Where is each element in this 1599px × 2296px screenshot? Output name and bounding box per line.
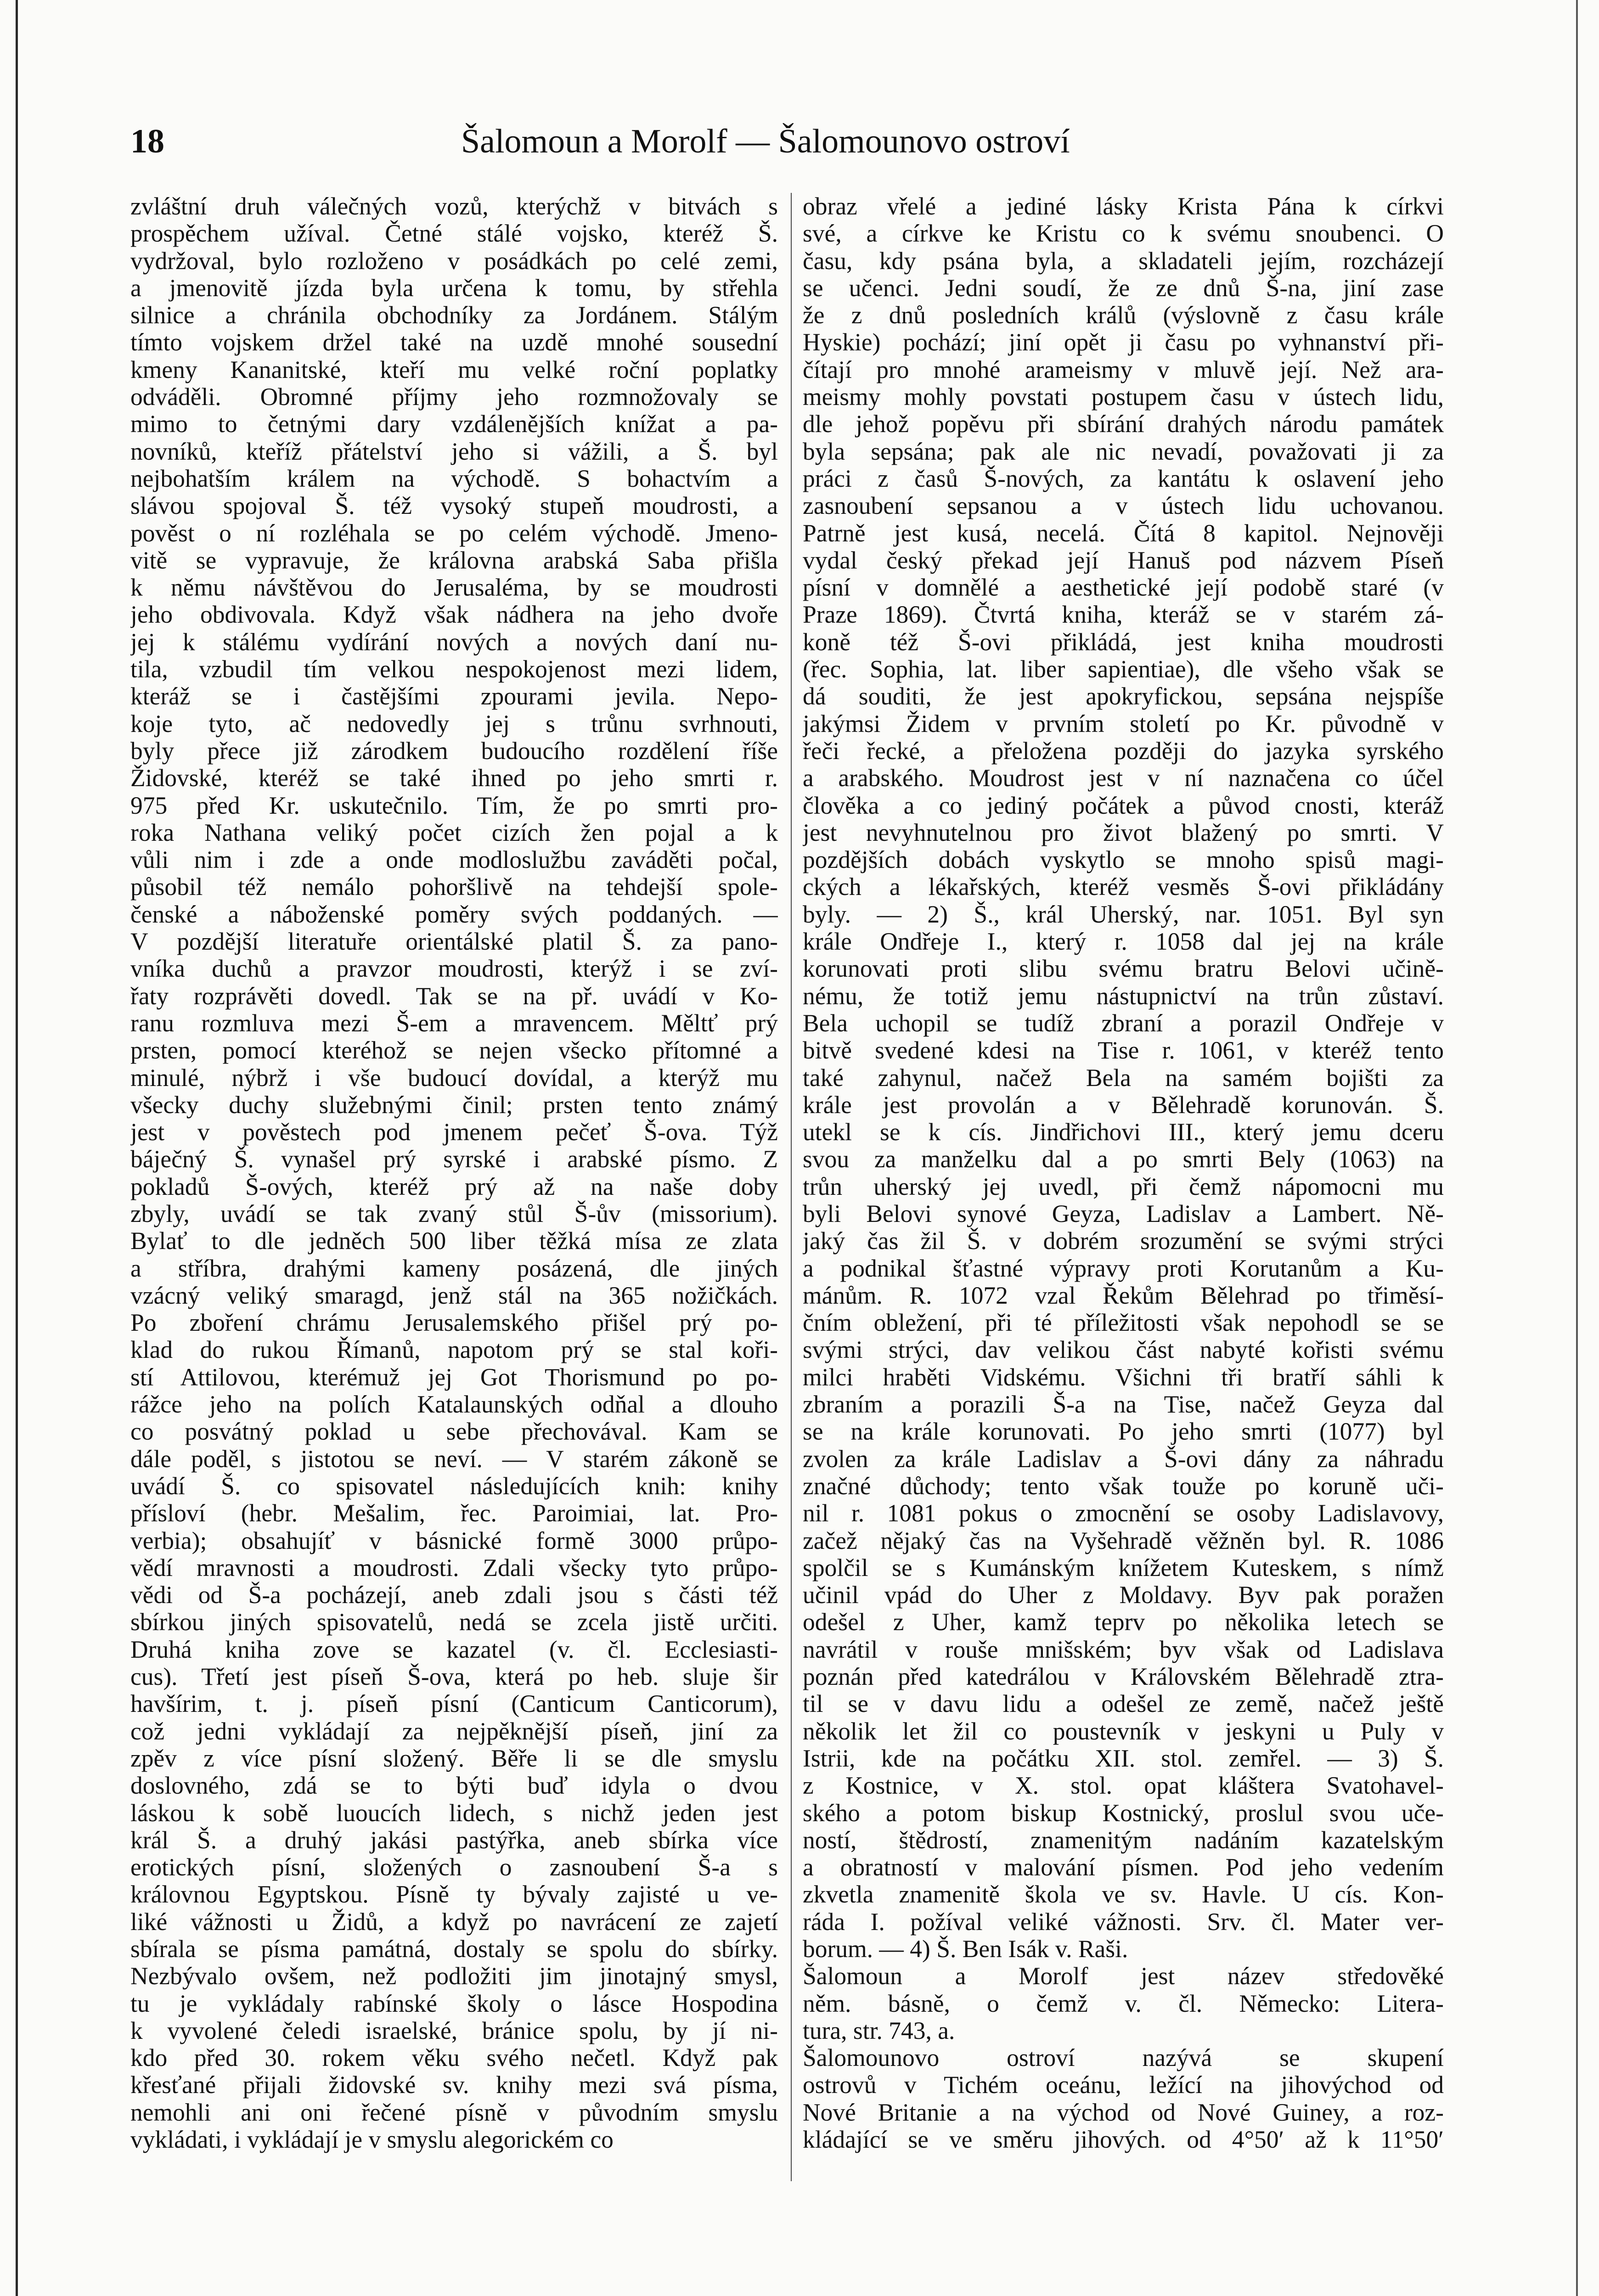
text-line: Šalomounovo ostroví nazývá se skupení <box>803 2044 1444 2072</box>
text-line: mimo to četnými dary vzdálenějších knížat a pa- <box>130 411 778 438</box>
text-line: Šalomoun a Morolf jest název středověké <box>803 1963 1444 1990</box>
text-line: čním obležení, při té příležitosti však nepohodl se se <box>803 1309 1444 1337</box>
text-line: kmeny Kananitské, kteří mu velké roční poplatky <box>130 356 778 383</box>
text-line: zvolen za krále Ladislav a Š-ovi dány za náhradu <box>803 1445 1444 1473</box>
text-line: trůn uherský jej uvedl, při čemž nápomocni mu <box>803 1173 1444 1200</box>
text-line: Židovské, kteréž se také ihned po jeho smrti r. <box>130 765 778 792</box>
text-line: vědí mravnosti a moudrosti. Zdali všecky tyto průpo- <box>130 1554 778 1581</box>
text-line: práci z časů Š-nových, za kantátu k oslavení jeho <box>803 465 1444 492</box>
text-line: mánům. R. 1072 vzal Řekům Bělehrad po třiměsí- <box>803 1282 1444 1309</box>
text-line: bitvě svedené kdesi na Tise r. 1061, v kteréž tento <box>803 1037 1444 1064</box>
text-line: jest v pověstech pod jmenem pečeť Š-ova. Týž <box>130 1119 778 1146</box>
text-line: zbyly, uvádí se tak zvaný stůl Š-ův (missorium). <box>130 1200 778 1227</box>
text-line: poznán před katedrálou v Královském Bělehradě ztra- <box>803 1663 1444 1691</box>
text-line: ostrovů v Tichém oceánu, ležící na jihovýchod od <box>803 2071 1444 2099</box>
text-line: milci hraběti Vidskému. Všichni tři bratří sáhli k <box>803 1363 1444 1391</box>
text-line: tímto vojskem držel také na uzdě mnohé sousední <box>130 329 778 356</box>
text-line: zasnoubení sepsanou a v ústech lidu uchovanou. <box>803 492 1444 520</box>
text-line: ranu rozmluva mezi Š-em a mravencem. Měltť prý <box>130 1009 778 1037</box>
text-line: meismy mohly povstati postupem času v ústech lidu, <box>803 383 1444 411</box>
text-line: obraz vřelé a jediné lásky Krista Pána k církvi <box>803 193 1444 220</box>
text-line: působil též nemálo pohoršlivě na tehdejší spole- <box>130 873 778 901</box>
text-line: pozdějších dobách vyskytlo se mnoho spisů magi- <box>803 846 1444 874</box>
text-line: nil r. 1081 pokus o zmocnění se osoby Ladislavovy, <box>803 1500 1444 1527</box>
text-line: značné důchody; tento však touže po koruně uči- <box>803 1472 1444 1500</box>
text-line: se na krále korunovati. Po jeho smrti (1077) byl <box>803 1418 1444 1446</box>
text-line: doslovného, zdá se to býti buď idyla o dvou <box>130 1772 778 1800</box>
text-line: vitě se vypravuje, že královna arabská Saba přišla <box>130 546 778 574</box>
text-line: koně též Š-ovi přikládá, jest kniha moudrosti <box>803 628 1444 656</box>
text-line: dále poděl, s jistotou se neví. — V starém zákoně se <box>130 1445 778 1473</box>
text-line: k němu návštěvou do Jerusaléma, by se moudrosti <box>130 574 778 602</box>
text-line: stí Attilovou, kterémuž jej Got Thorismund po po- <box>130 1363 778 1391</box>
text-line: a stříbra, drahými kameny posázená, dle jiných <box>130 1255 778 1282</box>
text-line: vníka duchů a pravzor moudrosti, kterýž i se zví- <box>130 955 778 983</box>
right-column <box>803 193 1444 2200</box>
text-line: odešel z Uher, kamž teprv po několika letech se <box>803 1609 1444 1636</box>
text-line: novníků, kteříž přátelství jeho si vážili, a Š. byl <box>130 438 778 465</box>
text-line: liké vážnosti u Židů, a když po navrácení ze zajetí <box>130 1908 778 1936</box>
text-line: zbraním a porazili Š-a na Tise, načež Geyza dal <box>803 1391 1444 1418</box>
text-line: jakýmsi Židem v prvním století po Kr. původně v <box>803 710 1444 737</box>
text-line: roka Nathana veliký počet cizích žen pojal a k <box>130 819 778 846</box>
text-line: Patrně jest kusá, necelá. Čítá 8 kapitol. Nejnověji <box>803 519 1444 547</box>
page-edge-left <box>16 0 18 2296</box>
text-line: což jedni vykládají za nejpěknější píseň, jiní za <box>130 1717 778 1745</box>
text-line: pověst o ní rozléhala se po celém východě. Jmeno- <box>130 519 778 547</box>
text-line: královnou Egyptskou. Písně ty bývaly zajisté u ve- <box>130 1881 778 1908</box>
text-line: řeči řecké, a přeložena později do jazyka syrského <box>803 737 1444 765</box>
text-line: odváděli. Obromné příjmy jeho rozmnožovaly se <box>130 383 778 411</box>
text-line: ckých a lékařských, kteréž vesměs Š-ovi přikládány <box>803 873 1444 901</box>
text-line: korunovati proti slibu svému bratru Belovi učině- <box>803 955 1444 983</box>
text-line: k vyvolené čeledi israelské, bránice spolu, by jí ni- <box>130 2017 778 2044</box>
text-line: několik let žil co poustevník v jeskyni u Puly v <box>803 1717 1444 1745</box>
text-line: sbírala se písma památná, dostaly se spolu do sbírky. <box>130 1936 778 1963</box>
text-line: Bylať to dle jedněch 500 liber těžká mísa ze zlata <box>130 1227 778 1255</box>
text-line: utekl se k cís. Jindřichovi III., který jemu dceru <box>803 1119 1444 1146</box>
text-line: nemohli ani oni řečené písně v původním smyslu <box>130 2099 778 2126</box>
text-line: navrátil v rouše mnišském; byv však od Ladislava <box>803 1636 1444 1663</box>
text-line: čenské a náboženské poměry svých poddaných. — <box>130 900 778 928</box>
text-line: jest nevyhnutelnou pro život blažený po smrti. V <box>803 819 1444 846</box>
text-line: začež nějaký čas na Vyšehradě věžněn byl. R. 1086 <box>803 1527 1444 1554</box>
text-line: 975 před Kr. uskutečnilo. Tím, že po smrti pro- <box>130 792 778 819</box>
text-line: Bela uchopil se tudíž zbraní a porazil Ondřeje v <box>803 1009 1444 1037</box>
text-line: Druhá kniha zove se kazatel (v. čl. Ecclesiasti- <box>130 1636 778 1663</box>
text-line: Praze 1869). Čtvrtá kniha, kteráž se v starém zá- <box>803 601 1444 629</box>
text-line: prsten, pomocí kteréhož se nejen všecko přítomné a <box>130 1037 778 1064</box>
text-line: cus). Třetí jest píseň Š-ova, která po heb. sluje šir <box>130 1663 778 1691</box>
page-edge-right <box>1576 0 1578 2296</box>
text-line: Nezbývalo ovšem, než podložiti jim jinotajný smysl, <box>130 1963 778 1990</box>
text-line: (řec. Sophia, lat. liber sapientiae), dle všeho však se <box>803 656 1444 683</box>
text-line: Po zboření chrámu Jerusalemského přišel prý po- <box>130 1309 778 1337</box>
text-line: co posvátný poklad u sebe přechovával. Kam se <box>130 1418 778 1446</box>
text-line: vůli nim i zde a onde modloslužbu zaváděti počal, <box>130 846 778 874</box>
text-line: a jmenovitě jízda byla určena k tomu, by střehla <box>130 274 778 302</box>
text-line: čítají pro mnohé arameismy v mluvě její. Než ara- <box>803 356 1444 383</box>
text-line: dá souditi, že jest apokryfickou, sepsána nejspíše <box>803 683 1444 710</box>
text-line: a obratností v malování písmen. Pod jeho vedením <box>803 1854 1444 1881</box>
text-line: spolčil se s Kumánským knížetem Kuteskem, s nímž <box>803 1554 1444 1581</box>
text-line: V pozdější literatuře orientálské platil Š. za pano- <box>130 928 778 956</box>
text-line: tura, str. 743, a. <box>803 2017 955 2044</box>
text-line: člověka a co jediný počátek a původ cnosti, kteráž <box>803 792 1444 819</box>
column-divider <box>791 193 792 2181</box>
text-line: krále Ondřeje I., který r. 1058 dal jej na krále <box>803 928 1444 956</box>
text-line: dle jehož popěvu při sbírání drahých národu památek <box>803 411 1444 438</box>
text-line: jaký čas žil Š. v dobrém srozumění se svými strýci <box>803 1227 1444 1255</box>
text-line: kdo před 30. rokem věku svého nečetl. Když pak <box>130 2044 778 2072</box>
text-line: rážce jeho na polích Katalaunských odňal a dlouho <box>130 1391 778 1418</box>
text-line: Hyskie) pochází; jiní opět ji času po vyhnanství při- <box>803 329 1444 356</box>
text-line: Nové Britanie a na východ od Nové Guiney, a roz- <box>803 2099 1444 2126</box>
text-line: kteráž se i častějšími zpourami jevila. Nepo- <box>130 683 778 710</box>
text-line: verbia); obsahujíť v básnické formě 3000 průpo- <box>130 1527 778 1554</box>
text-line: ského a potom biskup Kostnický, proslul svou uče- <box>803 1799 1444 1827</box>
text-line: král Š. a druhý jakási pastýřka, aneb sbírka více <box>130 1826 778 1854</box>
text-line: kládající se ve směru jihových. od 4°50′ až k 11°50′ <box>803 2126 1444 2154</box>
text-line: a arabského. Moudrost jest v ní naznačena co účel <box>803 765 1444 792</box>
left-column <box>130 193 778 2200</box>
text-line: uvádí Š. co spisovatel následujících knih: knihy <box>130 1472 778 1500</box>
text-line: také zahynul, načež Bela na samém bojišti za <box>803 1064 1444 1092</box>
text-line: času, kdy psána byla, a skladateli jejím, rozcházejí <box>803 247 1444 275</box>
text-line: báječný Š. vynašel prý syrské i arabské písmo. Z <box>130 1146 778 1173</box>
text-line: se učenci. Jedni soudí, že ze dnů Š-na, jiní zase <box>803 274 1444 302</box>
text-line: vědi od Š-a pocházejí, aneb zdali jsou s části též <box>130 1581 778 1609</box>
text-line: byly. — 2) Š., král Uherský, nar. 1051. Byl syn <box>803 900 1444 928</box>
text-line: til se v davu lidu a odešel ze země, načež ještě <box>803 1690 1444 1718</box>
text-line: přísloví (hebr. Mešalim, řec. Paroimiai, lat. Pro- <box>130 1500 778 1527</box>
text-line: svou za manželku dal a po smrti Bely (1063) na <box>803 1146 1444 1173</box>
text-line: pokladů Š-ových, kteréž prý až na naše doby <box>130 1173 778 1200</box>
text-line: z Kostnice, v X. stol. opat kláštera Svatohavel- <box>803 1772 1444 1800</box>
text-line: všecky duchy služebnými činil; prsten tento známý <box>130 1091 778 1119</box>
text-line: nému, že totiž jemu nástupnictví na trůn zůstaví. <box>803 982 1444 1010</box>
text-line: byli Belovi synové Geyza, Ladislav a Lambert. Ně- <box>803 1200 1444 1227</box>
text-line: borum. — 4) Š. Ben Isák v. Raši. <box>803 1936 1128 1963</box>
text-line: své, a církve ke Kristu co k svému snoubenci. O <box>803 220 1444 248</box>
text-line: byly přece již zárodkem budoucího rozdělení říše <box>130 737 778 765</box>
text-line: ností, štědrostí, znamenitým nadáním kazatelským <box>803 1826 1444 1854</box>
page-number: 18 <box>130 123 164 160</box>
text-line: láskou k sobě luoucích lidech, s nichž jeden jest <box>130 1799 778 1827</box>
text-line: erotických písní, složených o zasnoubení Š-a s <box>130 1854 778 1881</box>
text-line: koje tyto, ač nedovedly jej s trůnu svrhnouti, <box>130 710 778 737</box>
text-line: vydal český překad její Hanuš pod názvem Píseň <box>803 546 1444 574</box>
text-line: sbírkou jiných spisovatelů, nedá se zcela jistě určiti. <box>130 1609 778 1636</box>
text-line: minulé, nýbrž i vše budoucí dovídal, a kterýž mu <box>130 1064 778 1092</box>
text-line: nejbohatším králem na východě. S bohactvím a <box>130 465 778 492</box>
text-line: ráda I. požíval veliké vážnosti. Srv. čl. Mater ver- <box>803 1908 1444 1936</box>
text-line: slávou spojoval Š. též vysoký stupeň moudrosti, a <box>130 492 778 520</box>
text-line: vzácný veliký smaragd, jenž stál na 365 nožičkách. <box>130 1282 778 1309</box>
text-line: že z dnů posledních králů (výslovně z času krále <box>803 302 1444 329</box>
text-line: svými strýci, dav velikou část nabyté kořisti svému <box>803 1336 1444 1364</box>
text-line: řaty rozprávěti dovedl. Tak se na př. uvádí v Ko- <box>130 982 778 1010</box>
text-line: silnice a chránila obchodníky za Jordánem. Stálým <box>130 302 778 329</box>
text-line: jej k stálému vydírání nových a nových daní nu- <box>130 628 778 656</box>
text-line: učinil vpád do Uher z Moldavy. Byv pak poražen <box>803 1581 1444 1609</box>
text-line: něm. básně, o čemž v. čl. Německo: Litera- <box>803 1990 1444 2017</box>
text-line: Istrii, kde na počátku XII. stol. zemřel. — 3) Š. <box>803 1745 1444 1772</box>
text-line: havšírim, t. j. píseň písní (Canticum Canticorum), <box>130 1690 778 1718</box>
text-line: zkvetla znamenitě škola ve sv. Havle. U cís. Kon- <box>803 1881 1444 1908</box>
text-line: tu je vykládaly rabínské školy o lásce Hospodina <box>130 1990 778 2017</box>
running-title: Šalomoun a Morolf — Šalomounovo ostroví <box>461 123 1070 160</box>
text-line: tila, vzbudil tím velkou nespokojenost mezi lidem, <box>130 656 778 683</box>
text-line: a podnikal šťastné výpravy proti Korutanům a Ku- <box>803 1255 1444 1282</box>
text-line: jeho obdivovala. Když však nádhera na jeho dvoře <box>130 601 778 629</box>
text-line: vydržoval, bylo rozloženo v posádkách po celé zemi, <box>130 247 778 275</box>
text-line: písní v domnělé a aesthetické její podobě staré (v <box>803 574 1444 602</box>
text-line: křesťané přijali židovské sv. knihy mezi svá písma, <box>130 2071 778 2099</box>
text-line: zpěv z více písní složený. Běře li se dle smyslu <box>130 1745 778 1772</box>
text-line: byla sepsána; pak ale nic nevadí, považovati ji za <box>803 438 1444 465</box>
page-header <box>130 118 1132 174</box>
text-line: vykládati, i vykládají je v smyslu alegorickém co <box>130 2126 614 2154</box>
text-line: krále jest provolán a v Bělehradě korunován. Š. <box>803 1091 1444 1119</box>
text-line: prospěchem užíval. Četné stálé vojsko, kteréž Š. <box>130 220 778 248</box>
text-line: zvláštní druh válečných vozů, kterýchž v bitvách s <box>130 193 778 220</box>
text-line: klad do rukou Římanů, napotom prý se stal koři- <box>130 1336 778 1364</box>
